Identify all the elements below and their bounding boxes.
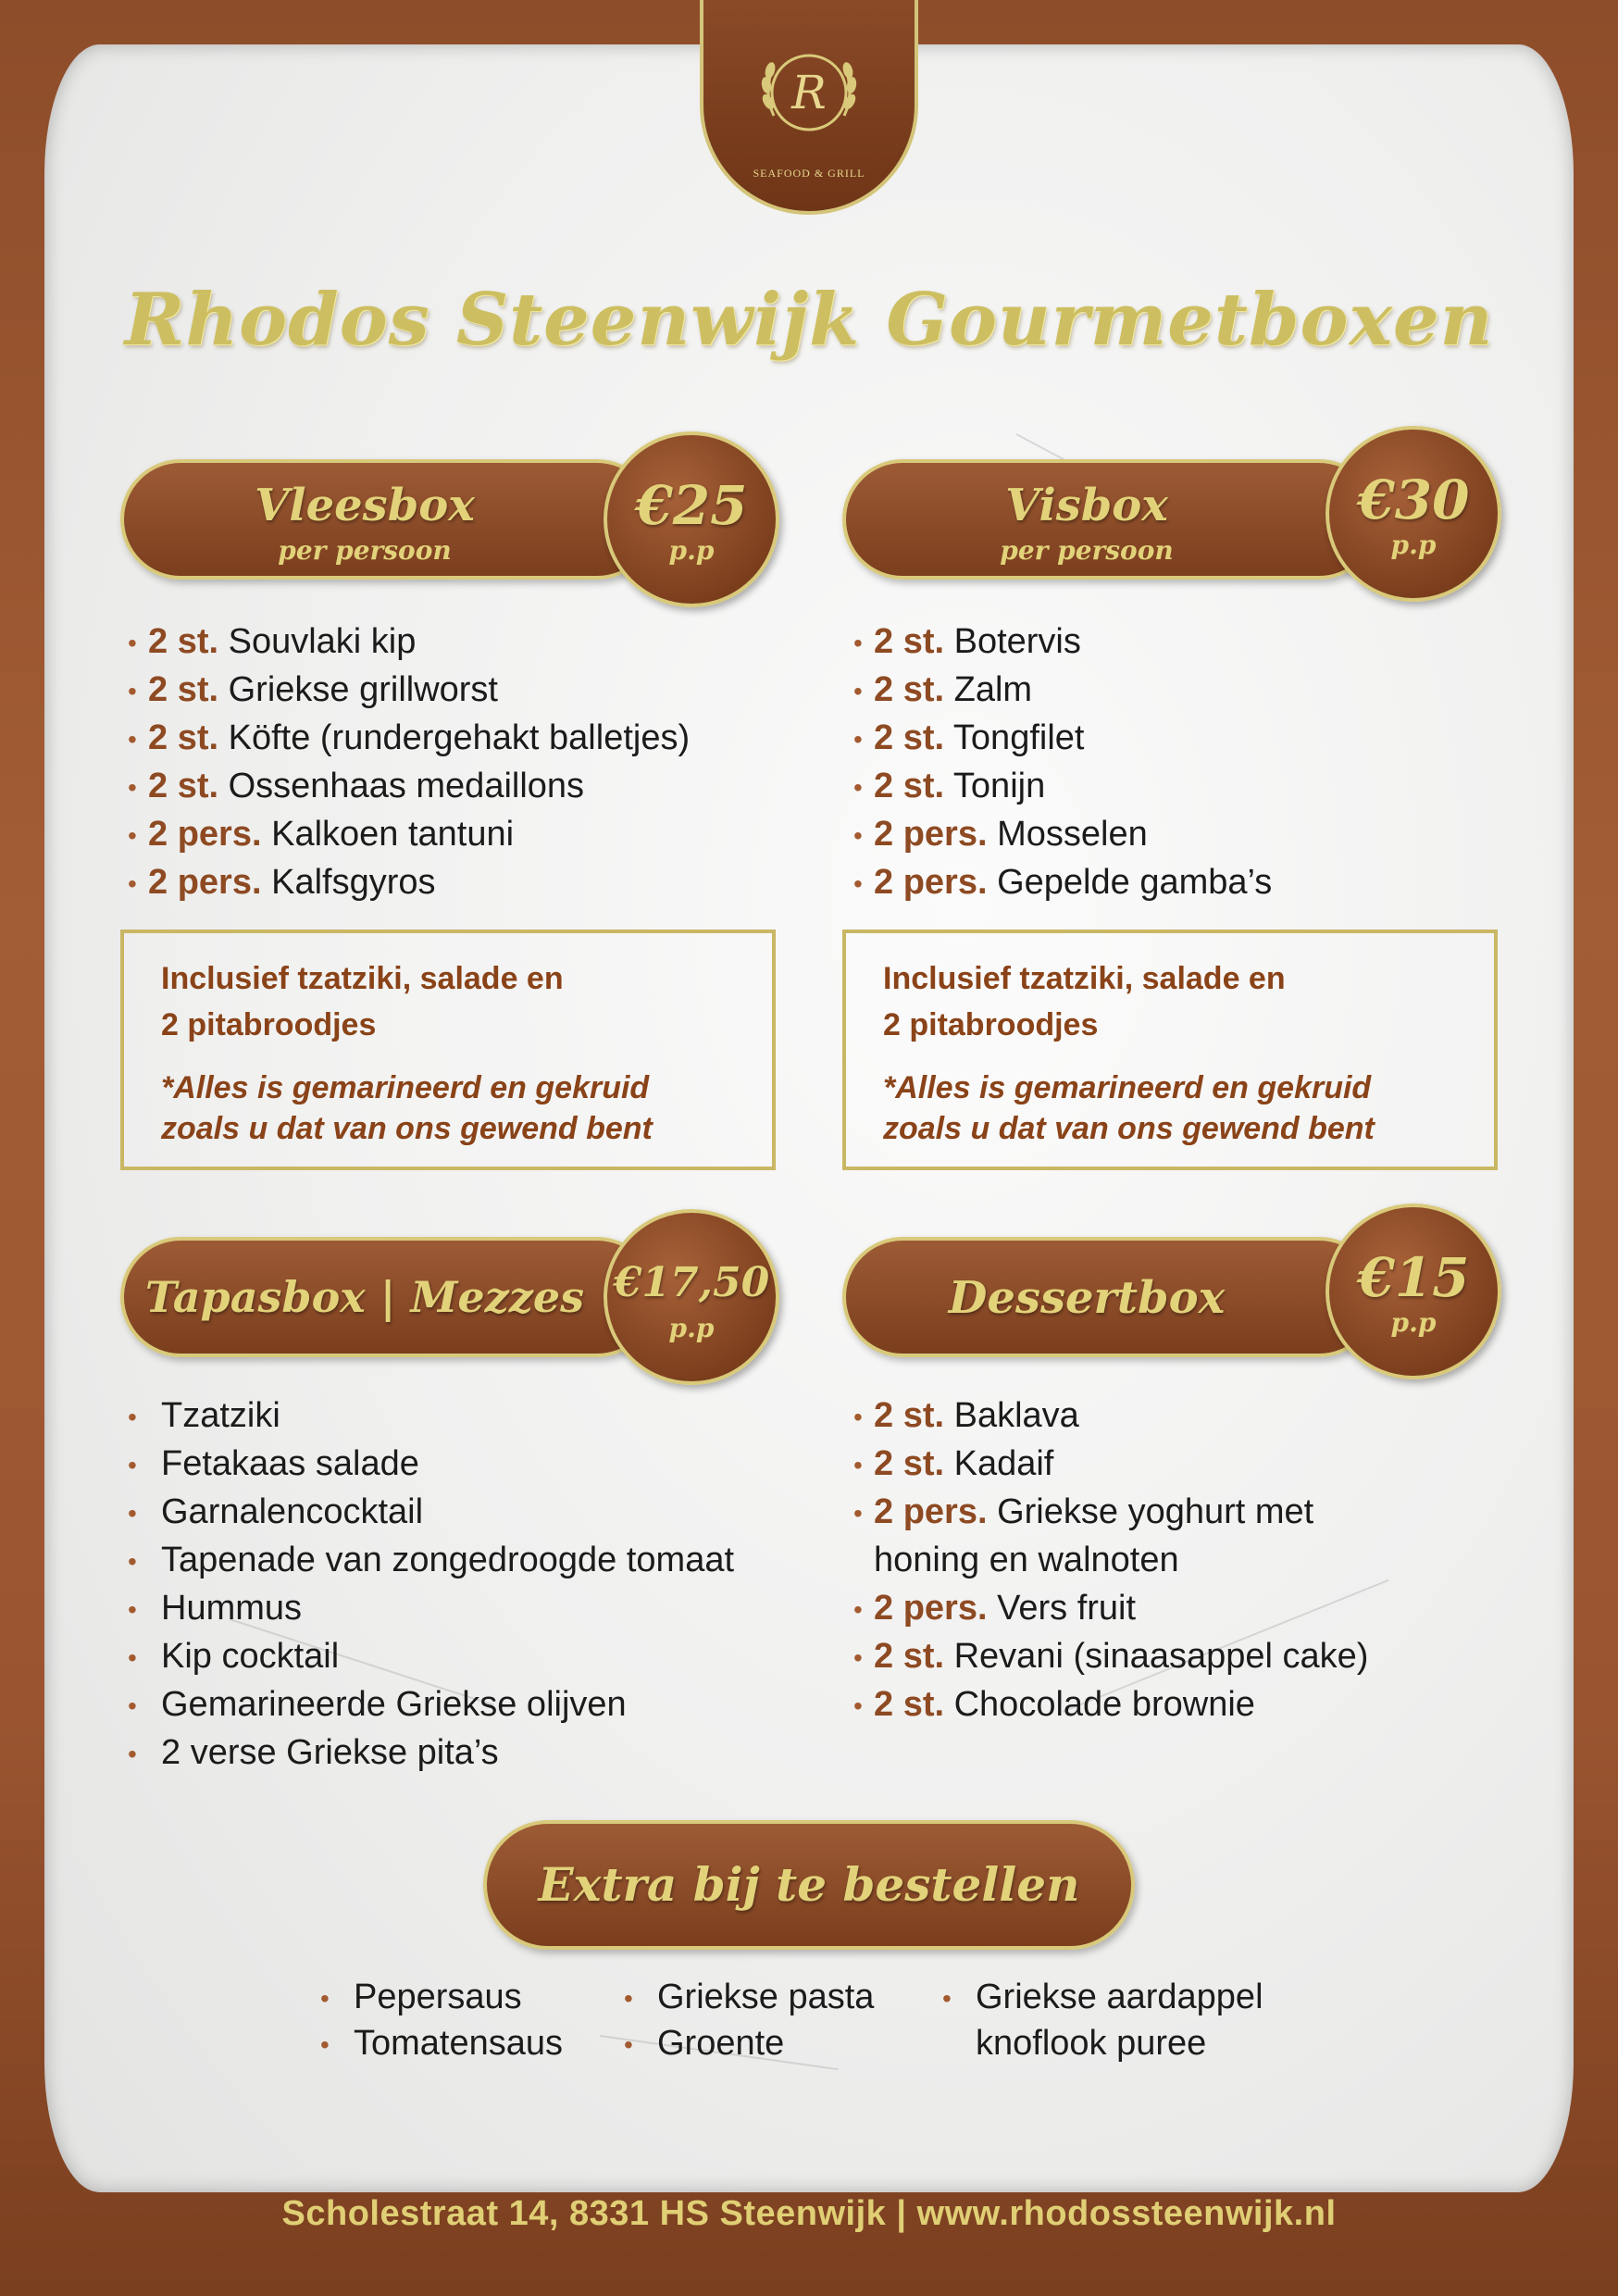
- extra-title: Extra bij te bestellen: [538, 1857, 1080, 1912]
- note-line: zoals u dat van ons gewend bent: [161, 1111, 653, 1146]
- tapasbox-per: p.p: [668, 1313, 715, 1343]
- list-item: • 2 pers. Mosselen: [853, 811, 1272, 859]
- list-item: • 2 pers. Gepelde gamba’s: [853, 859, 1272, 907]
- visbox-note: [842, 930, 1498, 1170]
- note-line: zoals u dat van ons gewend bent: [883, 1111, 1375, 1146]
- list-item: • 2 st. Revani (sinaasappel cake): [853, 1633, 1368, 1681]
- list-item: • Garnalencocktail: [128, 1489, 734, 1537]
- bullet-icon: •: [128, 1691, 137, 1720]
- bullet-icon: •: [853, 1402, 863, 1431]
- vleesbox-title: Vleesbox: [255, 480, 475, 531]
- extra-header: [483, 1820, 1135, 1950]
- svg-text:R: R: [791, 66, 827, 119]
- visbox-list: [853, 618, 1272, 907]
- visbox-header: [842, 459, 1379, 580]
- list-item: • Tomatensaus: [320, 2024, 564, 2063]
- bullet-icon: •: [853, 1450, 863, 1479]
- tapasbox-title: Tapasbox | Mezzes: [144, 1272, 585, 1322]
- bullet-icon: •: [320, 1983, 330, 2013]
- note-line: 2 pitabroodjes: [161, 1007, 377, 1042]
- bullet-icon: •: [853, 628, 863, 657]
- list-item: • 2 st. Chocolade brownie: [853, 1681, 1368, 1729]
- tapasbox-price: €17,50: [613, 1259, 770, 1306]
- bullet-icon: •: [624, 2029, 633, 2059]
- bullet-icon: •: [853, 772, 863, 802]
- bullet-icon: •: [128, 1594, 137, 1624]
- bullet-icon: •: [128, 1642, 137, 1672]
- bullet-icon: •: [853, 1642, 863, 1672]
- bullet-icon: •: [624, 1983, 633, 2013]
- bullet-icon: •: [128, 676, 137, 705]
- list-item: • 2 st. Tonijn: [853, 763, 1272, 811]
- note-line: *Alles is gemarineerd en gekruid: [883, 1070, 1372, 1105]
- bullet-icon: •: [128, 1450, 137, 1479]
- bullet-icon: •: [320, 2029, 330, 2059]
- page-title: Rhodos Steenwijk Gourmetboxen: [124, 278, 1494, 362]
- bullet-icon: •: [128, 1739, 137, 1768]
- list-item: • 2 verse Griekse pita’s: [128, 1729, 734, 1778]
- tapasbox-price-badge: [604, 1209, 779, 1385]
- bullet-icon: •: [128, 820, 137, 850]
- bullet-icon: •: [128, 1402, 137, 1431]
- logo-tab: [700, 0, 918, 215]
- vleesbox-price-badge: [604, 431, 779, 607]
- bullet-icon: •: [128, 628, 137, 657]
- bullet-icon: •: [853, 868, 863, 898]
- note-line: 2 pitabroodjes: [883, 1007, 1099, 1042]
- list-item: • 2 st. Griekse grillworst: [128, 667, 690, 715]
- note-line: Inclusief tzatziki, salade en: [161, 961, 564, 996]
- list-item: • 2 pers. Griekse yoghurt met: [853, 1489, 1368, 1537]
- list-item: • Fetakaas salade: [128, 1441, 734, 1489]
- bullet-icon: •: [853, 1594, 863, 1624]
- list-item: • Pepersaus: [320, 1978, 522, 2016]
- list-item: • 2 st. Köfte (rundergehakt balletjes): [128, 715, 690, 763]
- vleesbox-header: [120, 459, 657, 580]
- list-item: • 2 st. Zalm: [853, 667, 1272, 715]
- note-line: Inclusief tzatziki, salade en: [883, 961, 1286, 996]
- list-item: • Tzatziki: [128, 1392, 734, 1441]
- list-item: • Hummus: [128, 1585, 734, 1633]
- list-item: • 2 st. Baklava: [853, 1392, 1368, 1441]
- list-item: • 2 pers. Kalfsgyros: [128, 859, 690, 907]
- list-item: • 2 pers. Kalkoen tantuni: [128, 811, 690, 859]
- bullet-icon: •: [128, 1498, 137, 1528]
- bullet-icon: •: [853, 1691, 863, 1720]
- tapasbox-list: [128, 1392, 734, 1778]
- visbox-subtitle: per persoon: [1000, 535, 1174, 566]
- list-item: • Groente: [624, 2024, 785, 2063]
- vleesbox-note: [120, 930, 776, 1170]
- list-item: knoflook puree: [976, 2024, 1207, 2063]
- bullet-icon: •: [128, 724, 137, 754]
- visbox-price-badge: [1326, 426, 1501, 602]
- vleesbox-price: €25: [635, 474, 748, 537]
- dessertbox-price-badge: [1326, 1204, 1501, 1379]
- dessertbox-price: €15: [1357, 1246, 1470, 1309]
- bullet-icon: •: [942, 1983, 952, 2013]
- list-item: • Griekse aardappel: [942, 1978, 1263, 2016]
- vleesbox-subtitle: per persoon: [278, 535, 452, 566]
- dessertbox-list: [853, 1392, 1368, 1729]
- dessertbox-title: Dessertbox: [948, 1272, 1226, 1324]
- vleesbox-per: p.p: [668, 535, 715, 566]
- dessertbox-per: p.p: [1390, 1307, 1437, 1338]
- bullet-icon: •: [128, 868, 137, 898]
- list-item: • Kip cocktail: [128, 1633, 734, 1681]
- note-line: *Alles is gemarineerd en gekruid: [161, 1070, 650, 1105]
- list-item: • 2 st. Kadaif: [853, 1441, 1368, 1489]
- bullet-icon: •: [853, 820, 863, 850]
- list-item: • 2 st. Tongfilet: [853, 715, 1272, 763]
- dessertbox-header: [842, 1237, 1379, 1357]
- list-item: honing en walnoten: [874, 1540, 1179, 1579]
- list-item: • 2 st. Souvlaki kip: [128, 618, 690, 667]
- bullet-icon: •: [853, 676, 863, 705]
- list-item: • Griekse pasta: [624, 1978, 875, 2016]
- tapasbox-header: [120, 1237, 657, 1357]
- visbox-per: p.p: [1390, 530, 1437, 560]
- list-item: • 2 pers. Vers fruit: [853, 1585, 1368, 1633]
- footer-address: Scholestraat 14, 8331 HS Steenwijk | www.rhodossteenwijk.nl: [281, 2194, 1337, 2233]
- list-item: • Tapenade van zongedroogde tomaat: [128, 1537, 734, 1585]
- visbox-title: Visbox: [1005, 480, 1168, 531]
- bullet-icon: •: [128, 772, 137, 802]
- list-item: • 2 st. Botervis: [853, 618, 1272, 667]
- bullet-icon: •: [853, 1498, 863, 1528]
- bullet-icon: •: [853, 724, 863, 754]
- list-item: • Gemarineerde Griekse olijven: [128, 1681, 734, 1729]
- list-item: • 2 st. Ossenhaas medaillons: [128, 763, 690, 811]
- vleesbox-list: [128, 618, 690, 907]
- restaurant-logo: [753, 37, 865, 148]
- visbox-price: €30: [1357, 468, 1470, 531]
- bullet-icon: •: [128, 1546, 137, 1576]
- logo-caption: SEAFOOD & GRILL: [753, 167, 865, 180]
